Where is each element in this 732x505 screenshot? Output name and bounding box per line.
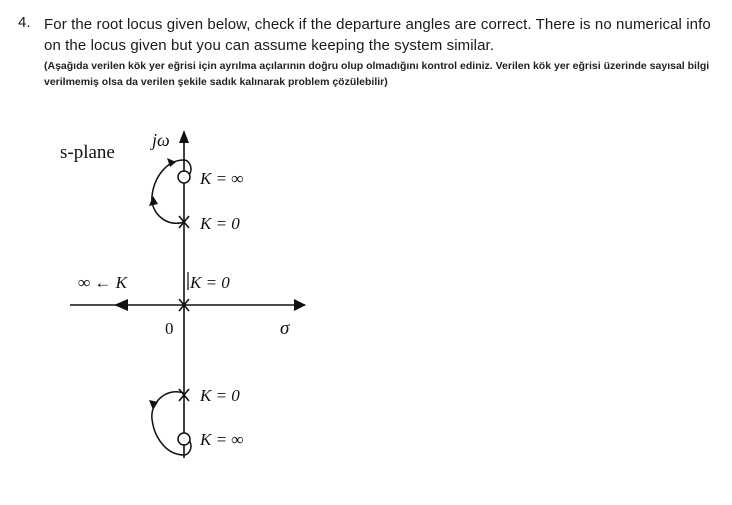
lower-zero-label: K = ∞ [200, 430, 244, 449]
s-plane-label: s-plane [60, 142, 115, 163]
question-number: 4. [18, 14, 31, 31]
upper-locus-arrow [149, 196, 158, 206]
real-axis-arrowhead [294, 299, 306, 311]
upper-pole-label: K = 0 [200, 214, 240, 233]
origin-label: 0 [165, 319, 174, 338]
question-subtext: (Aşağıda verilen kök yer eğrisi için ayrılma açılarının doğru olup olmadığını kontrol ediniz. Verilen kök yer eğrisi üzerinde sayısal bilgi verilmemiş olsa da verilen şekile sadık kalınarak problem çözülebilir) [44, 60, 710, 88]
imaginary-axis-arrowhead [179, 130, 189, 143]
lower-zero-marker [178, 433, 190, 445]
imag-axis-label: jω [152, 130, 170, 150]
left-asymptote-label: ∞ ← K [78, 273, 127, 292]
upper-locus-branch [152, 160, 191, 223]
real-axis-label: σ [280, 318, 290, 339]
lower-pole-label: K = 0 [200, 386, 240, 405]
upper-zero-marker [178, 171, 190, 183]
left-branch-arrow [114, 299, 128, 311]
origin-pole-label: K = 0 [190, 273, 230, 292]
question-text: For the root locus given below, check if the departure angles are correct. There is no numerical info on the locus given but you can assume keeping the system similar. [44, 16, 711, 54]
upper-zero-label: K = ∞ [200, 169, 244, 188]
